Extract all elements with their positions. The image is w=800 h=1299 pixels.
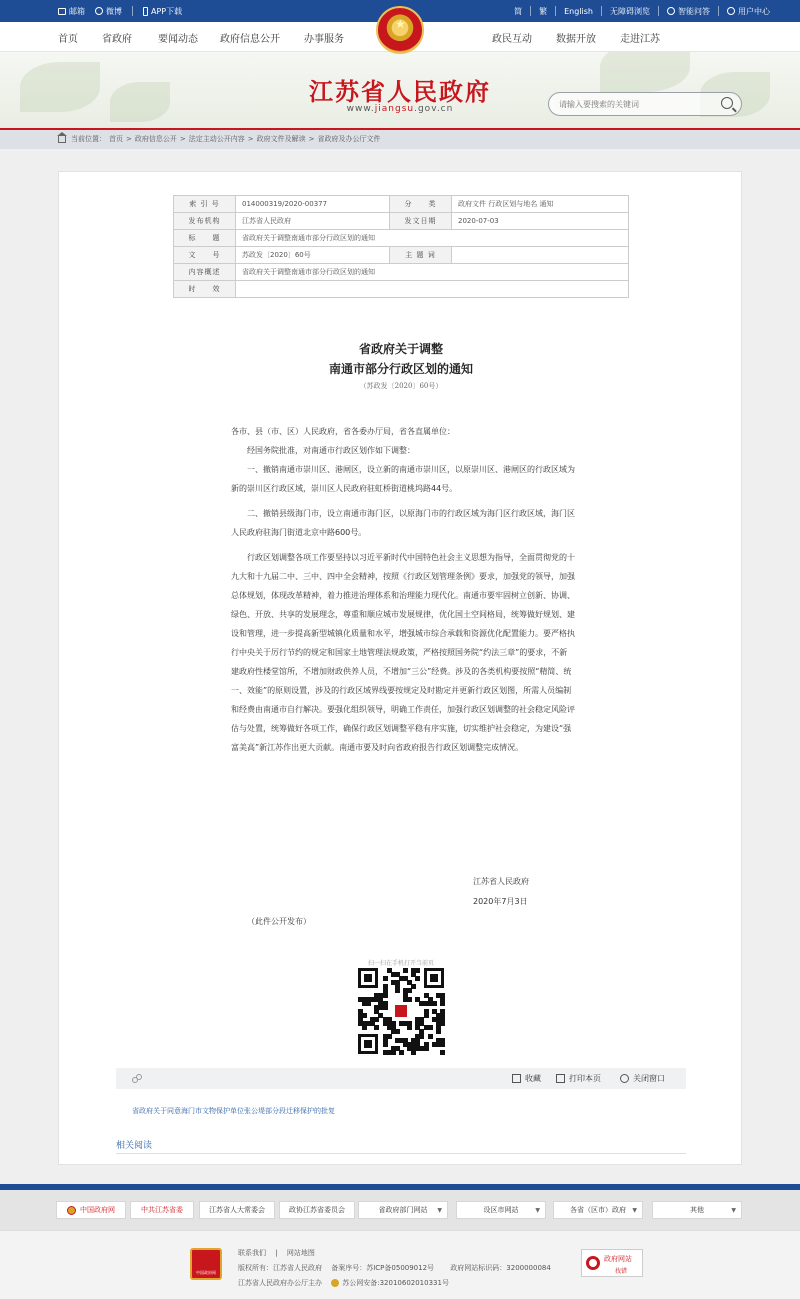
paragraph: 行政区划调整各项工作要坚持以习近平新时代中国特色社会主义思想为指导，全面贯彻党的十九大和十九届二中、三中、四中全会精神，按照《行政区划管理条例》要求，加强党的领导，加强总体规划，体现改革精神，着力推进治理体系和治理能力现代化。南通市要牢固树立创新、协调、绿色、开放、共享的发展理念，尊重和顺应城市发展规律，优化国土空间格局，统筹做好规划、建设和管理，进一步提高新型城镇化质量和水平，增强城市综合承载和资源优化配置能力。要严格执行中央关于厉行节约的规定和国家土地管理法规政策，严格按照国务院“约法三章”的要求，不新建政府性楼堂馆所，不增加财政供养人员，不增加“三公”经费。涉及的各类机构要按照“精简、统一、效能”的原则设置，涉及的行政区域界线要按规定及时勘定并更新行政区划图，所需人员编制和经费由南通市自行解决。要强化组织领导，明确工作责任，加强行政区划调整的社会稳定风险评估与处置，统筹做好各项工作，确保行政区划调整平稳有序实施，切实维护社会稳定，为建设“强富美高”新江苏作出更大贡献。南通市要及时向省政府报告行政区划调整完成情况。 (231, 553, 575, 752)
content-card (58, 171, 742, 1165)
footer-link-cppcc[interactable]: 政协江苏省委员会 (279, 1201, 355, 1219)
breadcrumb-item-home[interactable]: 首页 (109, 135, 123, 143)
qr-module (411, 1050, 416, 1055)
qr-module (428, 1034, 433, 1039)
qr-module (374, 1025, 379, 1030)
meta-key: 标 题 (174, 230, 236, 247)
user-center-link[interactable]: 用户中心 (727, 6, 770, 17)
chevron-down-icon: ▼ (731, 1207, 736, 1214)
qr-module (424, 1046, 429, 1051)
document-meta-table (173, 195, 629, 298)
meta-validity (236, 281, 629, 298)
meta-key: 分 类 (390, 196, 452, 213)
weibo-icon (95, 7, 103, 15)
table-row (174, 281, 629, 298)
table-row (174, 264, 629, 281)
divider (530, 6, 531, 16)
site-title[interactable]: 江苏省人民政府 (309, 77, 491, 106)
qr-module (366, 1001, 371, 1006)
host: 江苏省人民政府办公厅主办 (238, 1279, 322, 1287)
meta-title: 省政府关于调整南通市部分行政区划的通知 (236, 230, 629, 247)
robot-icon (667, 7, 675, 15)
qr-module (399, 1050, 404, 1055)
meta-key: 主 题 词 (390, 247, 452, 264)
footer-select-dept-sites[interactable]: 省政府部门网站 ▼ (358, 1201, 448, 1219)
meta-date: 2020-07-03 (452, 213, 629, 230)
close-icon (620, 1074, 629, 1083)
meta-key: 发文日期 (390, 213, 452, 230)
breadcrumb-sep: > (247, 135, 254, 143)
icp[interactable]: 备案序号：苏ICP备05009012号 (331, 1264, 435, 1272)
qr-module (383, 1042, 388, 1047)
cube-icon (512, 1074, 521, 1083)
signature: 江苏省人民政府 (473, 877, 529, 886)
simplified-chinese-link[interactable]: 简 (514, 6, 523, 16)
nav-open-data[interactable]: 数据开放 (556, 34, 596, 45)
footer-host-row (238, 1278, 449, 1288)
smart-qa-link[interactable]: 智能问答 (667, 6, 710, 17)
qr-module (395, 1029, 400, 1034)
qr-finder (358, 1034, 378, 1054)
nav-services[interactable]: 办事服务 (304, 34, 344, 45)
footer-link-npc[interactable]: 江苏省人大常委会 (199, 1201, 275, 1219)
divider (601, 6, 602, 16)
meta-key: 索 引 号 (174, 196, 236, 213)
breadcrumb-sep: > (179, 135, 186, 143)
meta-issuer: 江苏省人民政府 (236, 213, 390, 230)
english-link[interactable]: English (564, 6, 593, 16)
nav-gov-info-disclosure[interactable]: 政府信息公开 (220, 34, 280, 45)
footer-links (0, 1190, 800, 1230)
qr-module (432, 1001, 437, 1006)
police-badge-icon (331, 1279, 339, 1287)
qr-logo-icon (393, 1003, 409, 1019)
footer-link-party-committee[interactable]: 中共江苏省委 (130, 1201, 194, 1219)
meta-key: 文 号 (174, 247, 236, 264)
paragraph: 二、撤销县级海门市，设立南通市海门区，以原海门市的行政区域为海门区行政区域，海门区人民政府驻海门街道北京中路600号。 (231, 509, 575, 537)
emblem-icon (67, 1206, 76, 1215)
qr-module (395, 988, 400, 993)
national-emblem-icon[interactable]: ★ (376, 6, 424, 54)
traditional-chinese-link[interactable]: 繁 (539, 6, 548, 16)
document-number: （苏政发〔2020〕60号） (359, 382, 443, 390)
breadcrumb-item-documents[interactable]: 政府文件及解读 (256, 135, 306, 143)
print-button[interactable]: 打印本页 (556, 1073, 601, 1084)
salutation: 各市、县（市、区）人民政府，省各委办厅局，省各直属单位： (231, 427, 455, 436)
qr-module (407, 1025, 412, 1030)
meta-category: 政府文件 行政区划与地名 通知 (452, 196, 629, 213)
police-record[interactable]: 苏公网安备:32010602010331号 (342, 1279, 449, 1287)
home-icon (58, 136, 66, 143)
divider (718, 6, 719, 16)
accessible-browse-link[interactable]: 无障碍浏览 (610, 6, 650, 16)
qr-finder (358, 968, 378, 988)
chevron-down-icon: ▼ (437, 1207, 442, 1214)
qr-module (440, 1050, 445, 1055)
release-note: （此件公开发布） (247, 917, 311, 926)
site-banner (0, 52, 800, 128)
mail-icon (58, 8, 66, 15)
share-icon[interactable] (132, 1074, 142, 1084)
qr-module (362, 1025, 367, 1030)
related-link[interactable]: 省政府关于同意海门市文物保护单位张公堤部分段迁移保护的批复 (132, 1107, 335, 1115)
document-body (231, 422, 575, 757)
paragraph: 经国务院批准，对南通市行政区划作如下调整： (247, 446, 415, 455)
breadcrumb-sep: > (308, 135, 315, 143)
document-title-line2: 南通市部分行政区划的通知 (328, 362, 473, 376)
qr-module (383, 976, 388, 981)
footer-info (0, 1230, 800, 1299)
user-icon (727, 7, 735, 15)
close-window-button[interactable]: 关闭窗口 (620, 1073, 665, 1084)
qr-module (383, 1005, 388, 1010)
search-icon[interactable] (721, 97, 733, 109)
qr-module (440, 1001, 445, 1006)
search-box (548, 92, 742, 116)
chevron-down-icon: ▼ (632, 1207, 637, 1214)
chevron-down-icon: ▼ (535, 1207, 540, 1214)
footer-select-city-sites[interactable]: 设区市网站 ▼ (456, 1201, 546, 1219)
site-id: 政府网站标识码：3200000084 (450, 1264, 551, 1272)
find-error-icon (586, 1256, 600, 1270)
sitemap-link[interactable]: 网站地图 (286, 1249, 315, 1257)
find-error-button[interactable]: 政府网站 找错 (581, 1249, 643, 1277)
nav-home[interactable]: 首页 (58, 34, 78, 45)
phone-icon (143, 7, 148, 16)
mail-link[interactable]: 邮箱 (58, 6, 85, 17)
qr-module (415, 976, 420, 981)
breadcrumb (0, 130, 800, 149)
contact-link[interactable]: 联系我们 (238, 1249, 266, 1257)
divider (658, 6, 659, 16)
nav-about-jiangsu[interactable]: 走进江苏 (620, 34, 660, 45)
weibo-link[interactable]: 微博 (95, 6, 122, 17)
copyright: 版权所有：江苏省人民政府 (238, 1264, 322, 1272)
favorite-button[interactable]: 收藏 (512, 1073, 541, 1084)
qr-finder (424, 968, 444, 988)
meta-summary: 省政府关于调整南通市部分行政区划的通知 (236, 264, 629, 281)
qr-module (391, 1050, 396, 1055)
table-row (174, 196, 629, 213)
qr-module (403, 968, 408, 973)
paragraph: 一、撤销南通市崇川区、港闸区，设立新的南通市崇川区，以原崇川区、港闸区的行政区域为新的崇川区行政区域，崇川区人民政府驻虹桥街道桃坞路44号。 (231, 465, 575, 493)
qr-module (440, 1042, 445, 1047)
divider (555, 6, 556, 16)
breadcrumb-label: 当前位置： (71, 135, 106, 143)
meta-index-no: 014000319/2020-00377 (236, 196, 390, 213)
meta-subject (452, 247, 629, 264)
table-row (174, 247, 629, 264)
footer-nav: 联系我们 | 网站地图 (238, 1249, 315, 1257)
nav-provincial-government[interactable]: 省政府 (102, 34, 132, 45)
qr-code (358, 968, 444, 1054)
divider (132, 6, 133, 16)
meta-doc-no: 苏政发〔2020〕60号 (236, 247, 390, 264)
table-row (174, 213, 629, 230)
qr-module (436, 1029, 441, 1034)
document-title-line1: 省政府关于调整 (358, 342, 443, 356)
breadcrumb-item-statutory[interactable]: 法定主动公开内容 (188, 135, 245, 143)
printer-icon (556, 1074, 565, 1083)
meta-key: 发布机构 (174, 213, 236, 230)
divider (116, 1153, 686, 1154)
footer-link-gov-cn[interactable]: 中国政府网 (56, 1201, 126, 1219)
qr-caption: 扫一扫在手机打开当前页 (367, 960, 434, 967)
nav-interaction[interactable]: 政民互动 (492, 34, 532, 45)
breadcrumb-item-office-docs[interactable]: 省政府及办公厅文件 (317, 135, 381, 143)
table-row (174, 230, 629, 247)
footer-select-others[interactable]: 其他 ▼ (652, 1201, 742, 1219)
breadcrumb-sep: > (126, 135, 132, 143)
search-input[interactable] (559, 97, 709, 112)
related-heading: 相关阅读 (116, 1141, 153, 1151)
gov-site-logo[interactable]: 中国政府网 (190, 1248, 222, 1280)
nav-news[interactable]: 要闻动态 (158, 34, 198, 45)
article-toolbar (116, 1068, 686, 1089)
meta-key: 时 效 (174, 281, 236, 298)
footer-select-province-sites[interactable]: 各省（区市）政府 ▼ (553, 1201, 643, 1219)
breadcrumb-item-info[interactable]: 政府信息公开 (134, 135, 177, 143)
qr-module (428, 1025, 433, 1030)
meta-key: 内容概述 (174, 264, 236, 281)
qr-module (407, 997, 412, 1002)
site-url: www.jiangsu.gov.cn (346, 104, 454, 114)
signature-date: 2020年7月3日 (473, 897, 528, 906)
app-download-link[interactable]: APP下载 (143, 6, 182, 17)
footer-copyright-row (238, 1263, 551, 1273)
